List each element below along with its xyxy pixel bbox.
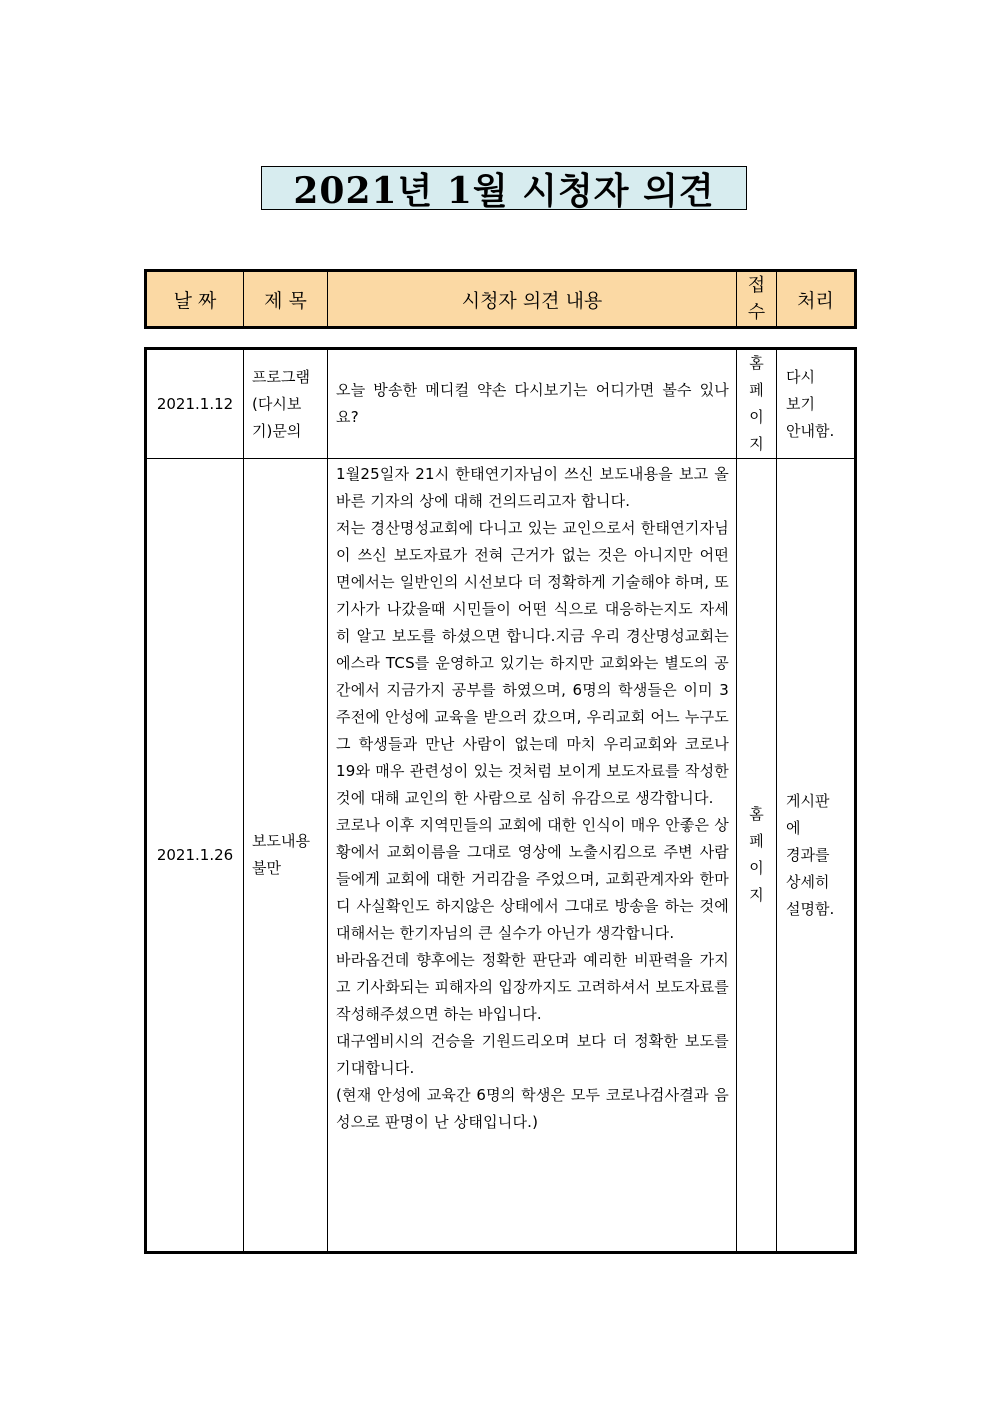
table-row: [146, 349, 856, 459]
header-date: 날 짜: [146, 271, 244, 328]
row-date: 2021.1.12: [146, 349, 244, 459]
content-paragraph: 오늘 방송한 메디컬 약손 다시보기는 어디가면 볼수 있나요?: [336, 381, 729, 426]
row-date: 2021.1.26: [146, 459, 244, 1253]
row-content: [328, 459, 737, 1253]
received-char: 이: [749, 859, 764, 877]
content-paragraph: 대구엠비시의 건승을 기원드리오며 보다 더 정확한 보도를 기대합니다.: [336, 1032, 729, 1077]
received-char: 페: [749, 381, 764, 399]
processing-line: 안내함.: [786, 421, 835, 440]
subject-line: 기)문의: [252, 421, 302, 440]
received-char: 지: [749, 886, 764, 904]
received-char: 지: [749, 435, 764, 453]
processing-line: 경과를: [786, 845, 830, 864]
processing-line: 설명함.: [786, 899, 835, 918]
processing-line: 다시: [786, 367, 815, 386]
header-subject: 제 목: [244, 271, 328, 328]
row-subject: [244, 349, 328, 459]
subject-line: (다시보: [252, 394, 302, 413]
row-processing: [777, 349, 856, 459]
processing-line: 에: [786, 818, 801, 837]
header-received: [737, 271, 777, 328]
header-received-line1: 접: [747, 275, 766, 296]
row-received: [737, 459, 777, 1253]
content-paragraph: (현재 안성에 교육간 6명의 학생은 모두 코로나검사결과 음성으로 판명이 난 상태입니다.): [336, 1086, 729, 1131]
content-paragraph: 바라옵건데 향후에는 정확한 판단과 예리한 비판력을 가지고 기사화되는 피해자의 입장까지도 고려하셔서 보도자료를 작성해주셨으면 하는 바입니다.: [336, 951, 729, 1023]
header-received-line2: 수: [747, 302, 766, 323]
row-content: [328, 349, 737, 459]
content-paragraph: 1월25일자 21시 한태연기자님이 쓰신 보도내용을 보고 올바른 기자의 상에 대해 건의드리고자 합니다.: [336, 465, 729, 510]
row-subject: [244, 459, 328, 1253]
subject-line: 프로그램: [252, 367, 310, 386]
table-header: [144, 269, 857, 329]
page-title: 2021년 1월 시청자 의견: [261, 166, 747, 210]
header-processing: 처리: [777, 271, 856, 328]
header-content: 시청자 의견 내용: [328, 271, 737, 328]
received-char: 홈: [749, 805, 764, 823]
table-row: [146, 459, 856, 1253]
processing-line: 게시판: [786, 791, 830, 810]
content-paragraph: 저는 경산명성교회에 다니고 있는 교인으로서 한태연기자님이 쓰신 보도자료가 전혀 근거가 없는 것은 아니지만 어떤 면에서는 일반인의 시선보다 더 정확하게 기술해야 하며, 또 기사가 나갔을때 시민들이 어떤 식으로 대응하는지도 자세히 알고 보도를 하셨으면 합니다.지금 우리 경산명성교회는 에스라 TCS를 운영하고 있기는 하지만 교회와는 별도의 공간에서 지금가지 공부를 하였으며, 6명의 학생들은 이미 3주전에 안성에 교육을 받으러 갔으며, 우리교회 어느 누구도 그 학생들과 만난 사람이 없는데 마치 우리교회와 코로나 19와 매우 관련성이 있는 것처럼 보이게 보도자료를 작성한 것에 대해 교인의 한 사람으로 심히 유감으로 생각합니다.: [336, 519, 729, 807]
content-paragraph: 코로나 이후 지역민들의 교회에 대한 인식이 매우 안좋은 상황에서 교회이름을 그대로 영상에 노출시킴으로 주변 사람들에게 교회에 대한 거리감을 주었으며, 교회관계자와 한마디 사실확인도 하지않은 상태에서 그대로 방송을 하는 것에 대해서는 한기자님의 큰 실수가 아닌가 생각합니다.: [336, 816, 729, 942]
subject-line: 보도내용: [252, 832, 310, 850]
opinions-table: [144, 347, 857, 1254]
received-char: 이: [749, 408, 764, 426]
received-char: 홈: [749, 354, 764, 372]
processing-line: 보기: [786, 394, 815, 413]
row-processing: [777, 459, 856, 1253]
subject-line: 불만: [252, 859, 281, 877]
received-char: 페: [749, 832, 764, 850]
row-received: [737, 349, 777, 459]
processing-line: 상세히: [786, 872, 830, 891]
